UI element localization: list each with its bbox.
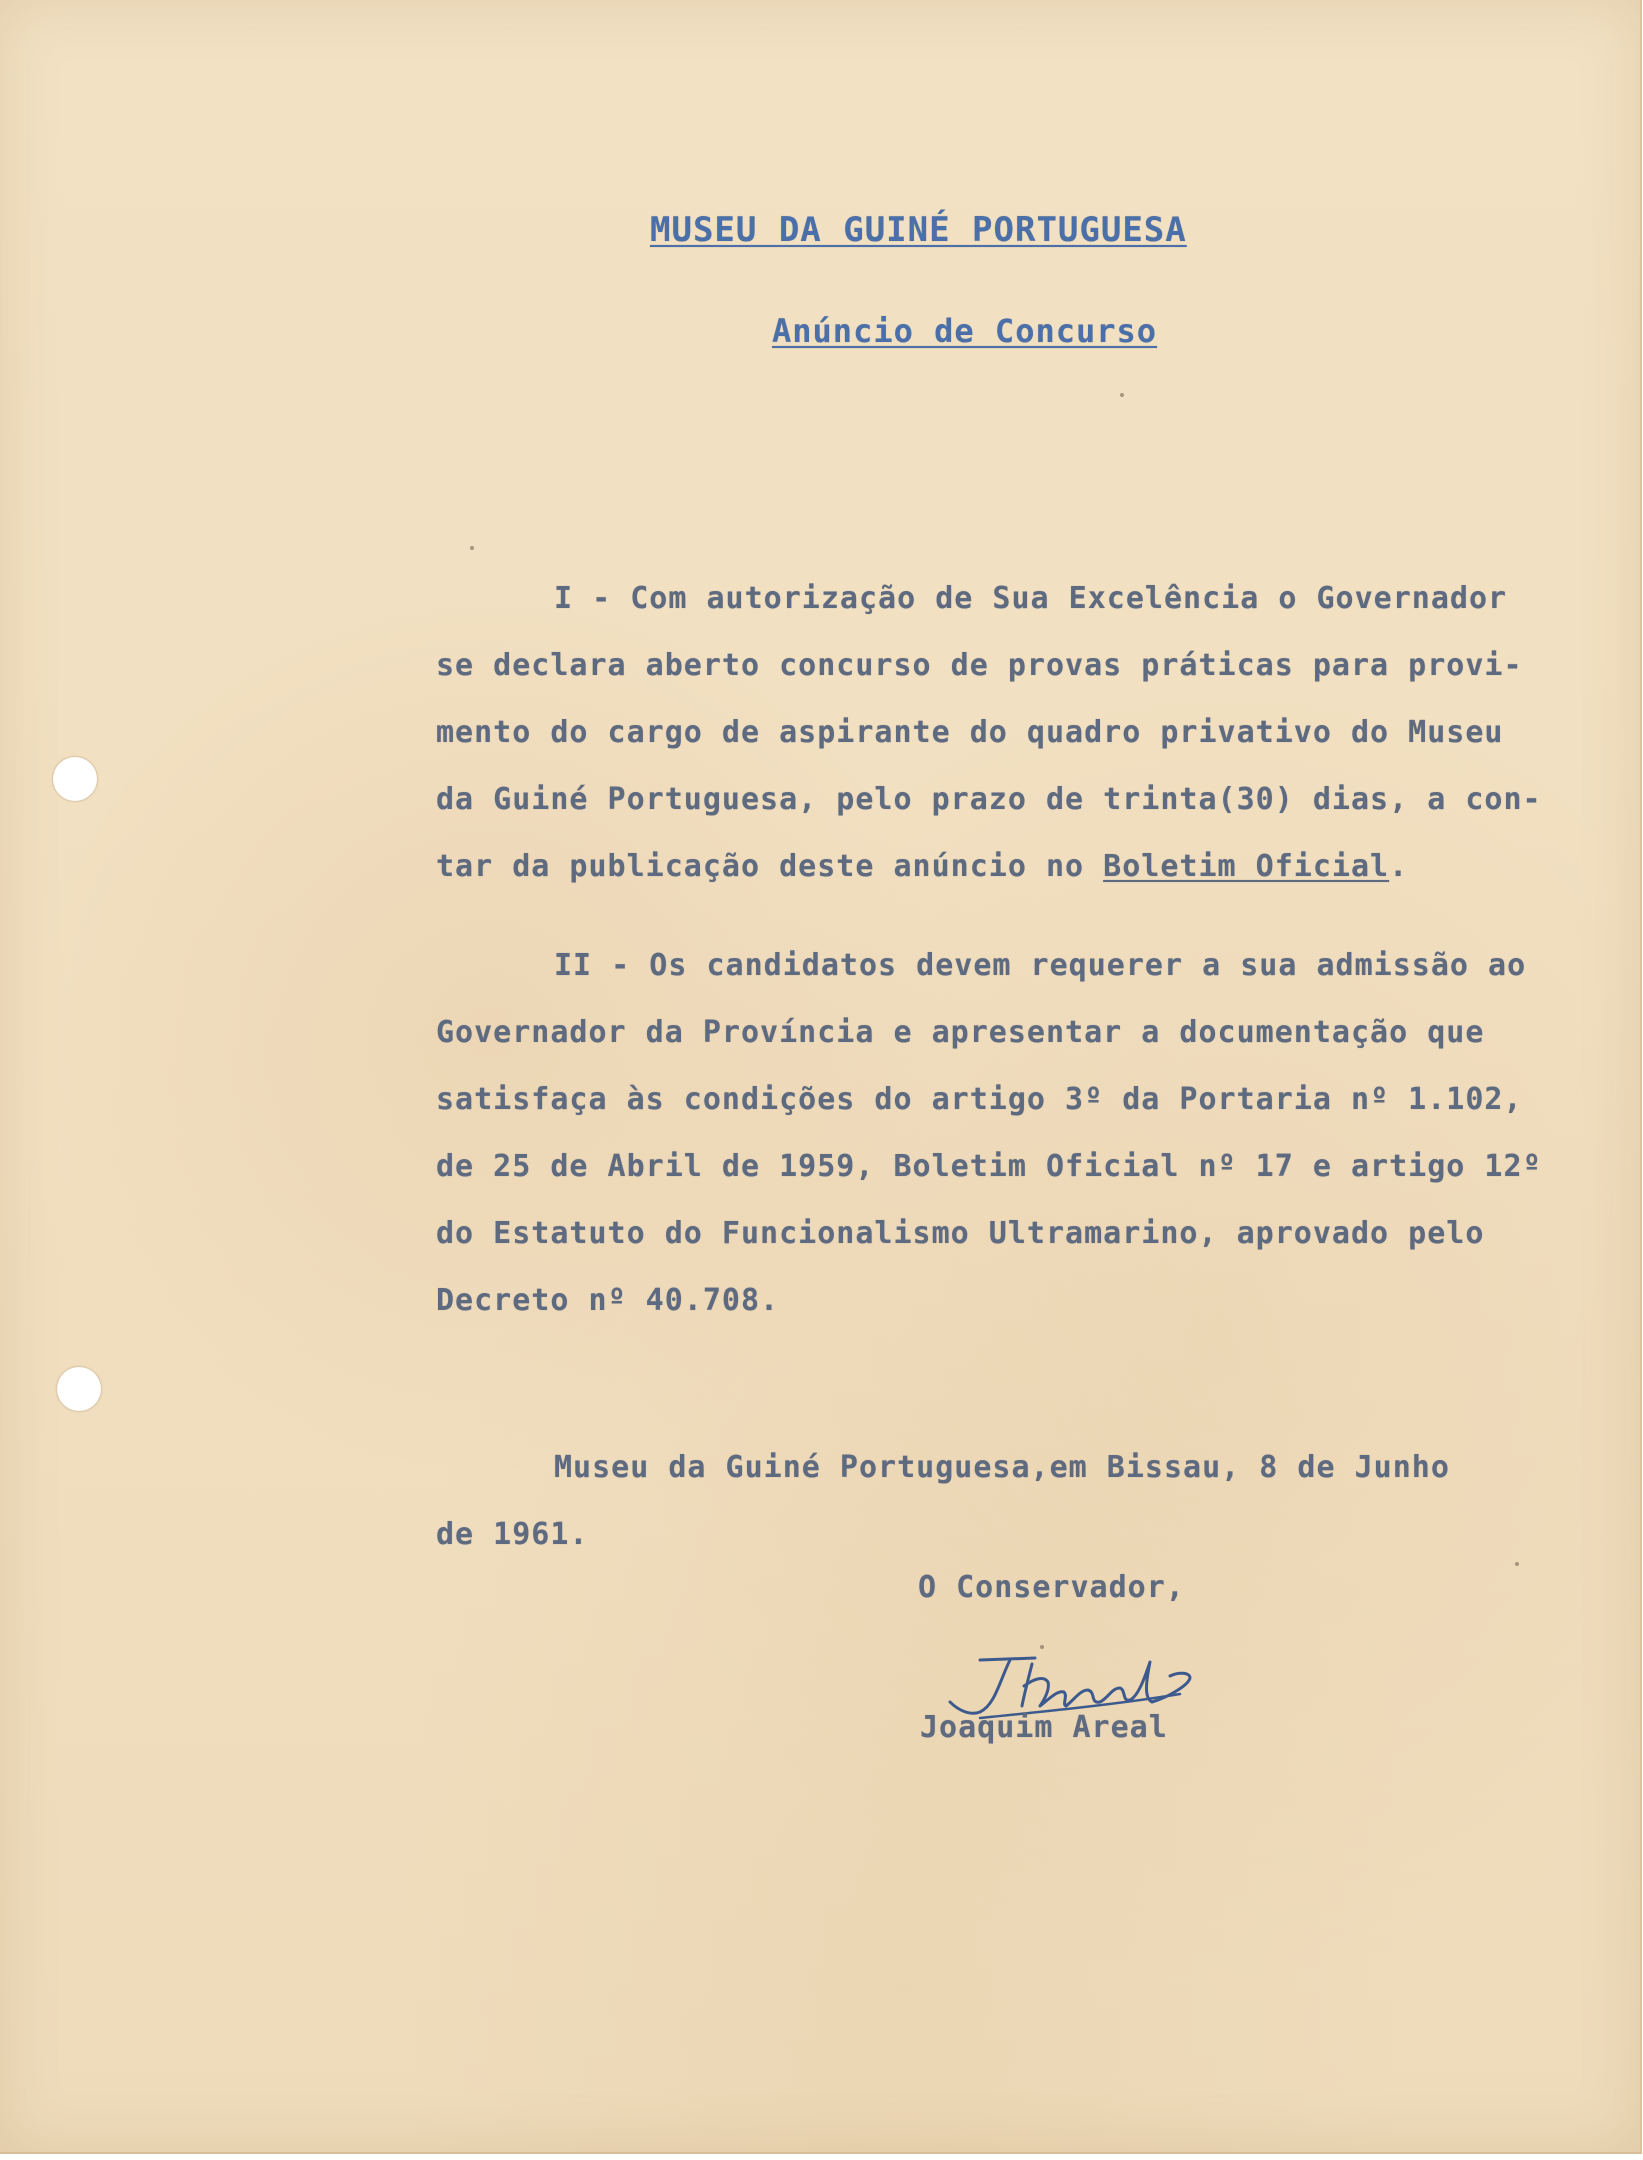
paragraph-line: de 25 de Abril de 1959, Boletim Oficial nº 17 e artigo 12º [436,1149,1542,1184]
paragraph-line: Governador da Província e apresentar a documentação que [436,1015,1485,1050]
paragraph-line: Museu da Guiné Portuguesa,em Bissau, 8 de Junho [554,1450,1450,1485]
paragraph-line: satisfaça às condições do artigo 3º da Portaria nº 1.102, [436,1082,1523,1117]
punch-hole [57,1367,101,1411]
publication-reference: Boletim Oficial [1103,849,1390,884]
paragraph-line: mento do cargo de aspirante do quadro privativo do Museu [436,715,1504,750]
line-text: tar da publicação deste anúncio no [436,849,1104,884]
paragraph-section-1 [436,565,1596,900]
punch-hole [53,757,97,801]
paragraph-line: da Guiné Portuguesa, pelo prazo de trinta(30) dias, a con- [436,782,1542,817]
paragraph-line [436,833,1596,900]
place-and-date [436,1434,1596,1568]
paragraph-line: do Estatuto do Funcionalismo Ultramarino, aprovado pelo [436,1216,1485,1251]
paragraph-line: Decreto nº 40.708. [436,1283,780,1318]
document-title: MUSEU DA GUINÉ PORTUGUESA [650,210,1187,250]
salutation: O Conservador, [918,1570,1185,1605]
document-subtitle: Anúncio de Concurso [772,312,1158,350]
paper-speck [470,546,474,550]
paragraph-line: de 1961. [436,1517,589,1552]
paragraph-line: II - Os candidatos devem requerer a sua admissão ao [554,948,1527,983]
paragraph-section-2 [436,932,1596,1334]
signer-name: Joaquim Areal [920,1710,1168,1745]
paragraph-line: I - Com autorização de Sua Excelência o Governador [554,581,1508,616]
paragraph-line: se declara aberto concurso de provas práticas para provi- [436,648,1523,683]
line-text: . [1389,849,1409,884]
paper-speck [1120,393,1124,397]
